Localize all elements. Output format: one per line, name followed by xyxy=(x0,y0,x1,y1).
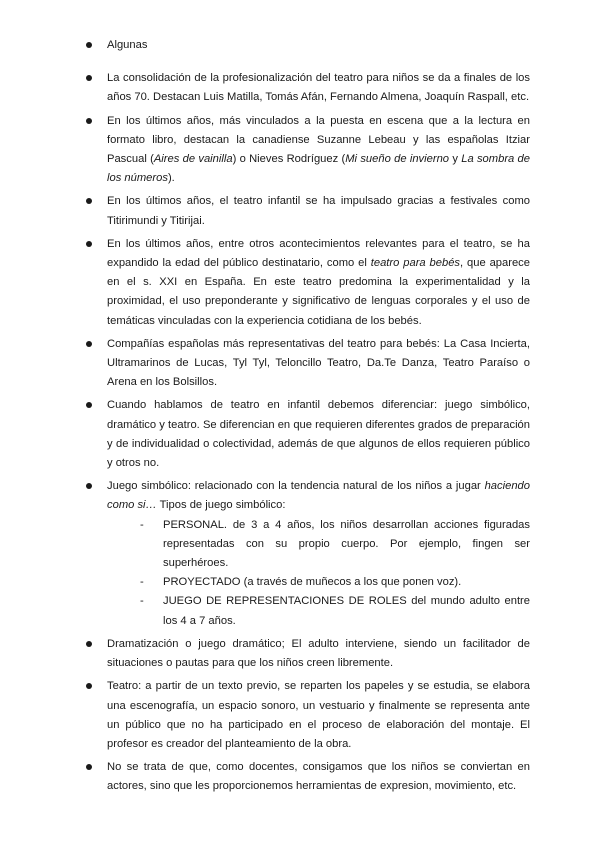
list-item xyxy=(86,235,530,331)
dash-icon: - xyxy=(140,595,144,608)
list-item-text: No se trata de que, como docentes, consigamos que los niños se conviertan en actores, sino que les proporcionemos herramientas de expresion, movimiento, etc. xyxy=(107,761,530,793)
list-item-text: Juego simbólico: relacionado con la tendencia natural de los niños a jugar xyxy=(107,480,485,493)
list-item-text: Algunas xyxy=(107,39,148,51)
list-item xyxy=(86,335,530,393)
list-item-text: Teatro: a partir de un texto previo, se reparten los papeles y se estudia, se elabora una escenografía, un espacio sonoro, un vestuario y finalmente se representa ante un público que no ha participado en el proceso de elaboración del montaje. El profesor es creador del planteamiento de la obra. xyxy=(107,680,530,750)
list-item xyxy=(86,69,530,107)
list-item xyxy=(86,758,530,796)
bullet-icon xyxy=(86,402,92,408)
bullet-icon xyxy=(86,483,92,489)
dash-icon: - xyxy=(140,576,144,589)
sub-list-item-text: PROYECTADO (a través de muñecos a los que ponen voz). xyxy=(163,576,462,589)
list-item-text: En los últimos años, el teatro infantil se ha impulsado gracias a festivales como Titirimundi y Titirijai. xyxy=(107,195,530,227)
list-item-text: Cuando hablamos de teatro en infantil debemos diferenciar: juego simbólico, dramático y teatro. Se diferencian en que requieren diferentes grados de preparación y de individualidad o colectividad, además de que algunos de ellos requieren público y otros no. xyxy=(107,399,530,470)
list-item-text: Compañías españolas más representativas del teatro para bebés: La Casa Incierta, Ultramarinos de Lucas, Tyl Tyl, Teloncillo Teatro, Da.Te Danza, Teatro Paraíso o Arena en los Bolsillos. xyxy=(107,337,530,389)
bullet-icon xyxy=(86,198,92,204)
book-title: Mi sueño de invierno xyxy=(345,153,450,166)
list-item xyxy=(86,677,530,754)
list-item-text: En los últimos años, entre otros acontecimientos relevantes para el teatro, se ha expandido la edad del público destinatario, como el xyxy=(107,237,530,270)
bullet-icon xyxy=(86,641,92,647)
bullet-icon xyxy=(86,764,92,770)
sub-list-item xyxy=(140,516,530,574)
emphasis-text: teatro para bebés xyxy=(370,257,461,270)
list-item-text: , que aparece en el s. XXI en España. En este teatro predomina la experimentalidad y la proximidad, el uso preponderante y significativo de lenguas corporales y el uso de temáticas vinculadas con la experiencia cotidiana de los bebés. xyxy=(107,257,530,327)
bullet-icon xyxy=(86,341,92,347)
sub-list xyxy=(107,516,530,631)
bullet-icon xyxy=(86,241,92,247)
bullet-icon xyxy=(86,683,92,689)
list-item xyxy=(86,192,530,230)
dash-icon: - xyxy=(140,518,144,531)
list-item xyxy=(86,112,530,189)
list-item-text: ) o Nieves Rodríguez ( xyxy=(232,153,346,166)
sub-list-item-text: PERSONAL. de 3 a 4 años, los niños desarrollan acciones figuradas representadas con su propio cuerpo. Por ejemplo, fingen ser superhéroes. xyxy=(163,518,530,570)
list-item-text: Tipos de juego simbólico: xyxy=(156,499,286,512)
bullet-list xyxy=(86,36,530,801)
list-item-text: Dramatización o juego dramático; El adulto interviene, siendo un facilitador de situaciones o pautas para que los niños creen libremente. xyxy=(107,637,530,670)
list-item xyxy=(86,477,530,631)
list-item xyxy=(86,635,530,673)
sub-list-item xyxy=(140,573,530,592)
list-item-text: ). xyxy=(167,172,175,185)
list-item-text: y xyxy=(449,153,462,166)
list-item-text: En los últimos años, más vinculados a la puesta en escena que a la lectura en formato libro, destacan la canadiense Suzanne Lebeau y las españolas Itziar Pascual ( xyxy=(107,114,530,166)
sub-list-item-text: JUEGO DE REPRESENTACIONES DE ROLES del mundo adulto entre los 4 a 7 años. xyxy=(163,595,530,627)
bullet-icon xyxy=(86,42,92,48)
emphasis-text: haciendo como si… xyxy=(107,480,530,512)
bullet-icon xyxy=(86,75,92,81)
list-item xyxy=(86,36,530,55)
sub-list-item xyxy=(140,592,530,630)
book-title: La sombra de los números xyxy=(107,153,531,185)
list-item xyxy=(86,396,530,473)
bullet-icon xyxy=(86,118,92,124)
list-item-text: La consolidación de la profesionalización del teatro para niños se da a finales de los años 70. Destacan Luis Matilla, Tomás Afán, Fernando Almena, Joaquín Raspall, etc. xyxy=(107,72,530,104)
book-title: Aires de vainilla xyxy=(153,153,233,166)
